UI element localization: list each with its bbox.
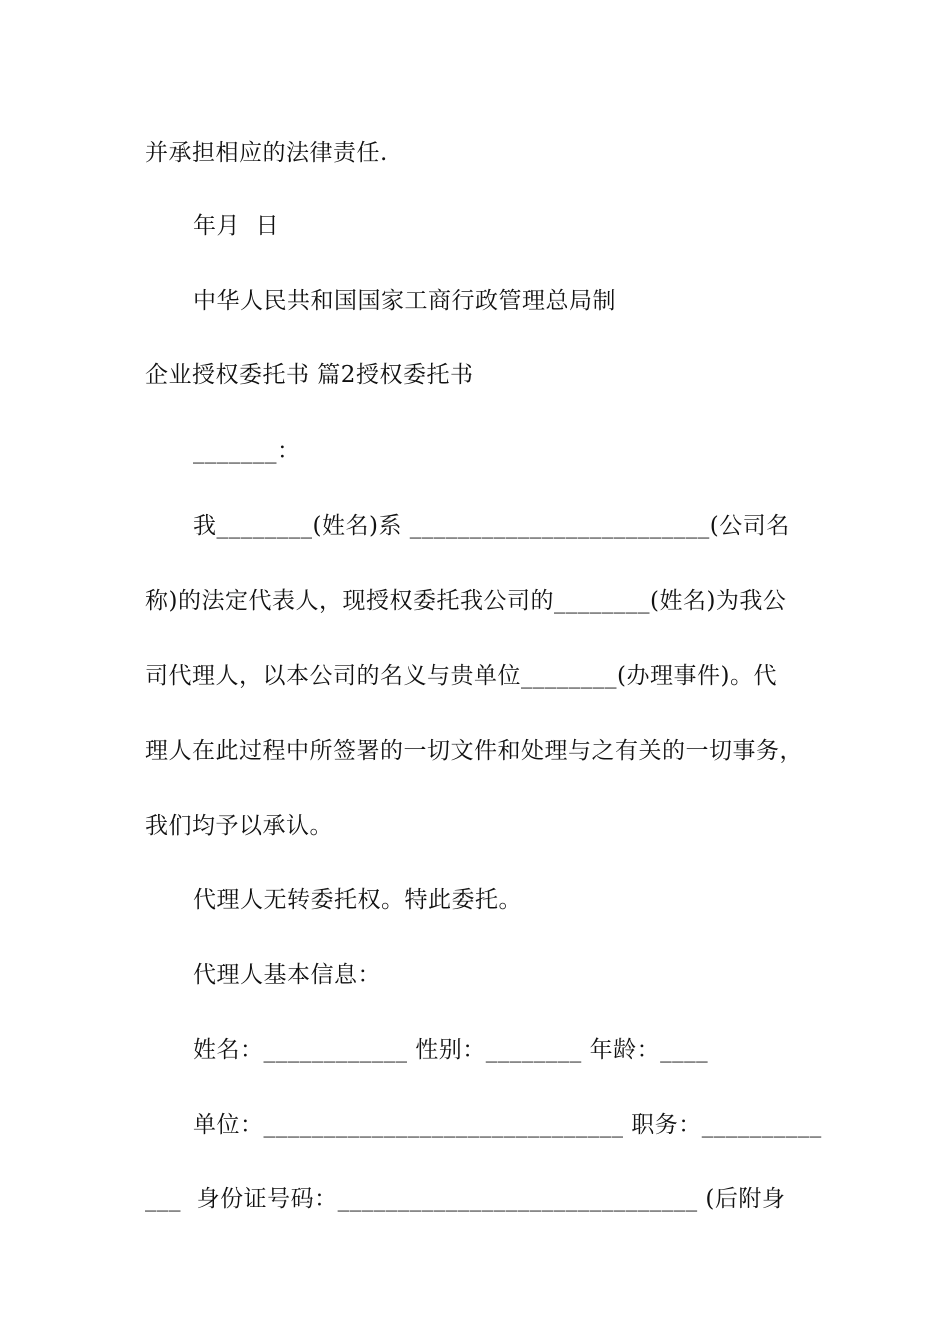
date-line: 年月 日 — [193, 213, 280, 239]
text-line: 称)的法定代表人，现授权委托我公司的________(姓名)为我公 — [145, 588, 787, 614]
text-line: 司代理人，以本公司的名义与贵单位________(办理事件)。代 — [145, 663, 777, 689]
text-line: 理人在此过程中所签署的一切文件和处理与之有关的一切事务， — [145, 738, 803, 764]
issuer-line: 中华人民共和国国家工商行政管理总局制 — [193, 288, 616, 314]
form-line: 姓名：____________ 性别：________ 年龄：____ — [193, 1037, 709, 1063]
section-title: 企业授权委托书 篇2授权委托书 — [145, 362, 474, 388]
text-line: 并承担相应的法律责任. — [145, 140, 388, 166]
text-line: 我________(姓名)系 _________________________(公司名 — [193, 513, 790, 539]
text-line: 代理人无转委托权。特此委托。 — [193, 887, 522, 913]
form-line: ___ 身份证号码：______________________________ (后附身 — [145, 1186, 786, 1212]
form-line: 单位：______________________________ 职务：__________ — [193, 1112, 822, 1138]
text-line: 我们均予以承认。 — [145, 813, 333, 839]
info-heading: 代理人基本信息： — [193, 962, 381, 988]
addressee-line: _______： — [193, 438, 301, 464]
